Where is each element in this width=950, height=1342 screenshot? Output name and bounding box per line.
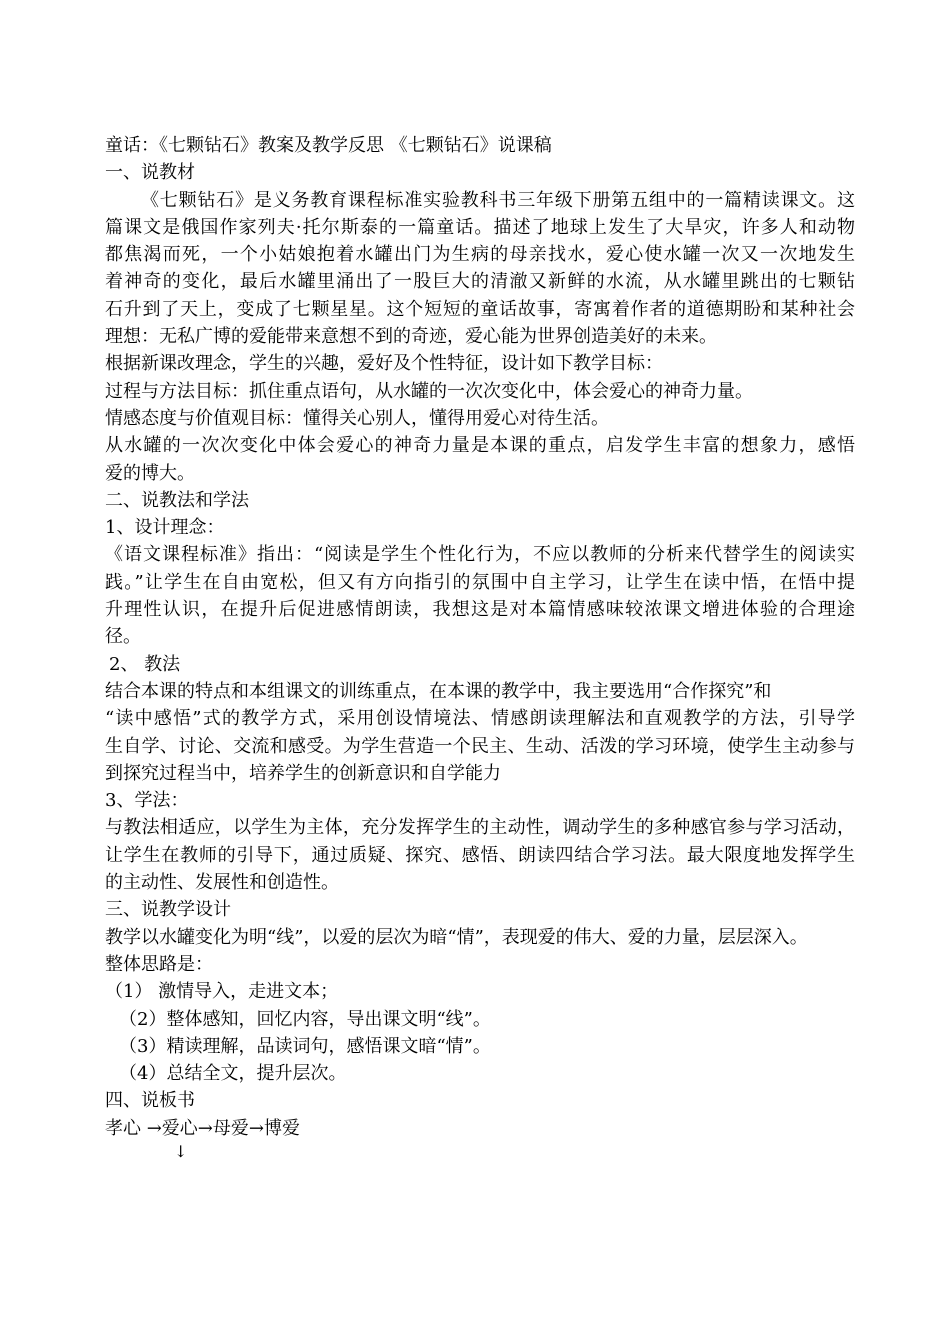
section-heading-teaching-design: 三、说教学设计: [105, 899, 231, 921]
design-step: （2）整体感知，回忆内容，导出课文明“线”。: [119, 1008, 491, 1030]
design-intro: 教学以水罐变化为明“线”，以爱的层次为暗“情”，表现爱的伟大、爱的力量，层层深入。: [105, 926, 808, 948]
goal-emotion-values: 情感态度与价值观目标：懂得关心别人，懂得用爱心对待生活。: [105, 407, 609, 429]
paragraph-line: 升理性认识，在提升后促进感情朗读，我想这是对本篇情感味较浓课文增进体验的合理途: [105, 599, 855, 621]
paragraph-line: “读中感悟”式的教学方式，采用创设情境法、情感朗读理解法和直观教学的方法，引导学: [105, 708, 855, 730]
goals-intro: 根据新课改理念，学生的兴趣，爱好及个性特征，设计如下教学目标：: [105, 353, 663, 375]
paragraph-line: 与教法相适应，以学生为主体，充分发挥学生的主动性，调动学生的多种感官参与学习活动，: [105, 817, 855, 839]
design-step: （3）精读理解，品读词句，感悟课文暗“情”。: [119, 1035, 491, 1057]
paragraph-line: 爱的博大。: [105, 462, 195, 484]
design-approach: 整体思路是：: [105, 953, 213, 975]
paragraph-line: 着神奇的变化，最后水罐里涌出了一股巨大的清澈又新鲜的水流，从水罐里跳出的七颗钻: [105, 271, 855, 293]
paragraph-line: 的主动性、发展性和创造性。: [105, 872, 339, 894]
design-step: （4）总结全文，提升层次。: [119, 1063, 347, 1085]
paragraph-line: 《七颗钻石》是义务教育课程标准实验教科书三年级下册第五组中的一篇精读课文。这: [141, 189, 855, 211]
subheading-design-concept: 1、设计理念：: [105, 517, 225, 539]
blackboard-line: 孝心 →爱心→母爱→博爱: [105, 1117, 300, 1139]
paragraph-line: 都焦渴而死，一个小姑娘抱着水罐出门为生病的母亲找水，爱心使水罐一次又一次地发生: [105, 244, 855, 266]
section-heading-methods: 二、说教法和学法: [105, 489, 249, 511]
paragraph-line: 石升到了天上，变成了七颗星星。这个短短的童话故事，寄寓着作者的道德期盼和某种社会: [105, 298, 855, 320]
paragraph-line: 生自学、讨论、交流和感受。为学生营造一个民主、生动、活泼的学习环境，使学生主动参与: [105, 735, 855, 757]
paragraph-line: 结合本课的特点和本组课文的训练重点，在本课的教学中，我主要选用“合作探究”和: [105, 680, 772, 702]
document-page: [105, 132, 855, 1166]
paragraph-line: 践。”让学生在自由宽松，但又有方向指引的氛围中自主学习，让学生在读中悟，在悟中提: [105, 571, 855, 593]
paragraph-line: 到探究过程当中，培养学生的创新意识和自学能力: [105, 762, 501, 784]
document-title: 童话：《七颗钻石》教案及教学反思 《七颗钻石》说课稿: [105, 135, 552, 156]
subheading-learning-method: 3、学法：: [105, 790, 189, 812]
section-heading-teaching-material: 一、说教材: [105, 162, 195, 184]
goal-process-method: 过程与方法目标：抓住重点语句，从水罐的一次次变化中，体会爱心的神奇力量。: [105, 380, 753, 402]
paragraph-line: 径。: [105, 626, 141, 648]
paragraph-line: 篇课文是俄国作家列夫·托尔斯泰的一篇童话。描述了地球上发生了大旱灾，许多人和动物: [105, 216, 855, 238]
paragraph-line: 《语文课程标准》指出：“阅读是学生个性化行为，不应以教师的分析来代替学生的阅读实: [105, 544, 855, 566]
design-step: （1） 激情导入，走进文本；: [105, 981, 339, 1003]
arrow-down-icon: ↓: [174, 1141, 188, 1161]
section-heading-blackboard: 四、说板书: [105, 1090, 195, 1112]
paragraph-line: 让学生在教师的引导下，通过质疑、探究、感悟、朗读四结合学习法。最大限度地发挥学生: [105, 844, 855, 866]
subheading-teaching-method: 2、 教法: [109, 653, 181, 675]
paragraph-line: 从水罐的一次次变化中体会爱心的神奇力量是本课的重点，启发学生丰富的想象力，感悟: [105, 435, 855, 457]
paragraph-line: 理想：无私广博的爱能带来意想不到的奇迹，爱心能为世界创造美好的未来。: [105, 326, 717, 348]
